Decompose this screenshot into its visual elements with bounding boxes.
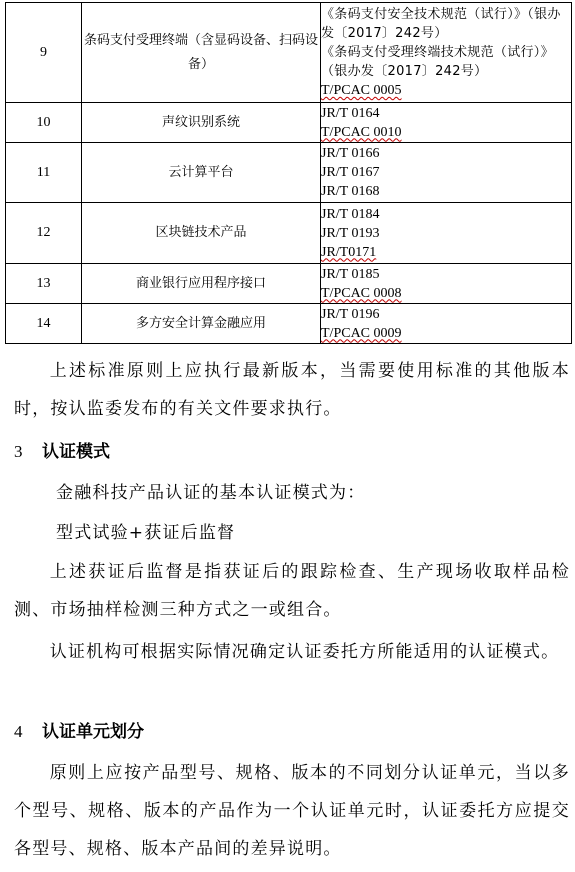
row-number: 10 <box>6 103 82 143</box>
table-row <box>6 264 572 304</box>
standard-ref: 《条码支付受理终端技术规范（试行）》（银办发〔2017〕242号） <box>321 45 554 79</box>
standard-ref <box>321 284 571 303</box>
standard-refs <box>321 264 572 304</box>
paragraph-mode-formula: 型式试验+获证后监督 <box>56 523 236 543</box>
table-row <box>6 143 572 203</box>
paragraph-basic-mode: 金融科技产品认证的基本认证模式为： <box>56 483 366 503</box>
standard-refs <box>321 3 572 103</box>
standard-refs <box>321 203 572 264</box>
product-name: 多方安全计算金融应用 <box>82 304 321 344</box>
row-number: 12 <box>6 203 82 264</box>
standard-refs <box>321 103 572 143</box>
product-name: 区块链技术产品 <box>82 203 321 264</box>
standard-ref <box>321 81 571 100</box>
standard-ref: JR/T 0166 <box>321 146 380 161</box>
product-name: 声纹识别系统 <box>82 103 321 143</box>
standard-ref: JR/T 0167 <box>321 165 380 180</box>
row-number: 11 <box>6 143 82 203</box>
section-heading-3 <box>14 433 110 471</box>
standard-ref: JR/T 0184 <box>321 206 380 222</box>
standard-refs <box>321 304 572 344</box>
product-name: 商业银行应用程序接口 <box>82 264 321 304</box>
standard-ref: JR/T 0193 <box>321 225 380 241</box>
paragraph-version-note: 上述标准原则上应执行最新版本，当需要使用标准的其他版本时，按认监委发布的有关文件要求执行。 <box>14 361 570 419</box>
standard-ref: JR/T 0168 <box>321 184 380 199</box>
standard-ref <box>321 243 571 262</box>
standard-ref: JR/T 0185 <box>321 266 380 282</box>
row-number: 14 <box>6 304 82 344</box>
section-heading-4 <box>14 713 144 751</box>
standard-ref: JR/T 0164 <box>321 105 380 121</box>
table-row <box>6 103 572 143</box>
standard-ref <box>321 324 571 343</box>
standard-ref-text: T/PCAC 0010 <box>321 124 402 140</box>
standards-table <box>5 2 572 344</box>
standard-ref: JR/T 0196 <box>321 306 380 322</box>
product-name: 条码支付受理终端（含显码设备、扫码设备） <box>82 3 321 103</box>
paragraph-supervision: 上述获证后监督是指获证后的跟踪检查、生产现场收取样品检测、市场抽样检测三种方式之一或组合。 <box>14 562 570 620</box>
table-row <box>6 3 572 103</box>
paragraph-applicable-mode: 认证机构可根据实际情况确定认证委托方所能适用的认证模式。 <box>49 642 560 662</box>
standard-ref-text: T/PCAC 0005 <box>321 83 402 98</box>
row-number: 13 <box>6 264 82 304</box>
table-row <box>6 203 572 264</box>
standard-ref <box>321 123 571 142</box>
table-row <box>6 304 572 344</box>
section-number: 4 <box>14 722 23 741</box>
standard-refs <box>321 143 572 203</box>
row-number: 9 <box>6 3 82 103</box>
standard-ref-text: JR/T0171 <box>321 244 377 260</box>
section-title: 认证单元划分 <box>42 722 144 742</box>
section-number: 3 <box>14 442 23 461</box>
standard-ref: 《条码支付安全技术规范（试行）》（银办发〔2017〕242号） <box>321 7 561 41</box>
paragraph-unit-division: 原则上应按产品型号、规格、版本的不同划分认证单元，当以多个型号、规格、版本的产品作为一个认证单元时，认证委托方应提交各型号、规格、版本产品间的差异说明。 <box>14 763 570 859</box>
section-title: 认证模式 <box>42 442 110 462</box>
product-name: 云计算平台 <box>82 143 321 203</box>
standard-ref-text: T/PCAC 0008 <box>321 285 402 301</box>
standard-ref-text: T/PCAC 0009 <box>321 325 402 341</box>
